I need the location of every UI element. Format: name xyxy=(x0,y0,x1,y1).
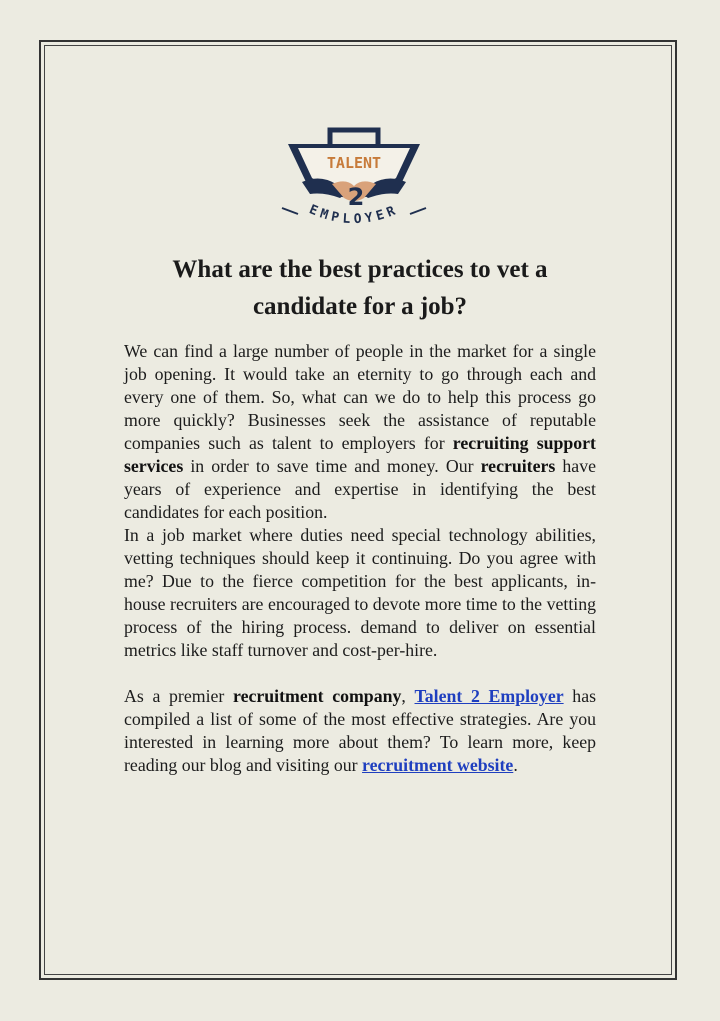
text-run: . xyxy=(513,755,518,775)
article-body xyxy=(124,340,596,777)
text-run: , xyxy=(401,686,415,706)
text-run: As a premier xyxy=(124,686,234,706)
text-run: We can find a large number of people in the market for a single job opening. It would take an eternity to go through each and every one of them. So, what can we do to help this process go more quickly? Businesses seek the assistance of reputable companies such as talent to employers for xyxy=(124,341,596,453)
page-title: What are the best practices to vet a candidate for a job? xyxy=(172,256,548,320)
talent-2-employer-logo xyxy=(280,122,428,237)
paragraph-premier xyxy=(124,685,596,777)
logo-bottom-text: EMPLOYER xyxy=(306,202,402,228)
recruitment-website-link[interactable]: recruitment website xyxy=(362,755,514,775)
text-run: in order to save time and money. Our xyxy=(183,456,481,476)
paragraph-vetting: In a job market where duties need special technology abilities, vetting techniques should keep it continuing. Do you agree with me? Due to the fierce competition for the best applicants, in-house recruiters are encouraged to devote more time to the vetting process of the hiring process. demand to deliver on essential metrics like staff turnover and cost-per-hire. xyxy=(124,525,596,660)
logo-top-text: TALENT xyxy=(326,154,382,172)
bold-recruiters: recruiters xyxy=(480,456,556,476)
bold-recruiting-support-services: recruiting support services xyxy=(124,433,596,476)
talent-2-employer-link[interactable]: Talent 2 Employer xyxy=(414,686,564,706)
paragraph-intro xyxy=(124,340,596,524)
bold-recruitment-company: recruitment company xyxy=(233,686,402,706)
text-run: have years of experience and expertise in identifying the best candidates for each position. xyxy=(124,456,596,522)
text-run: has compiled a list of some of the most effective strategies. Are you interested in learning more about them? To learn more, keep reading our blog and visiting our xyxy=(124,686,596,775)
logo-number: 2 xyxy=(347,183,365,211)
briefcase-handshake-logo-icon xyxy=(280,122,428,237)
